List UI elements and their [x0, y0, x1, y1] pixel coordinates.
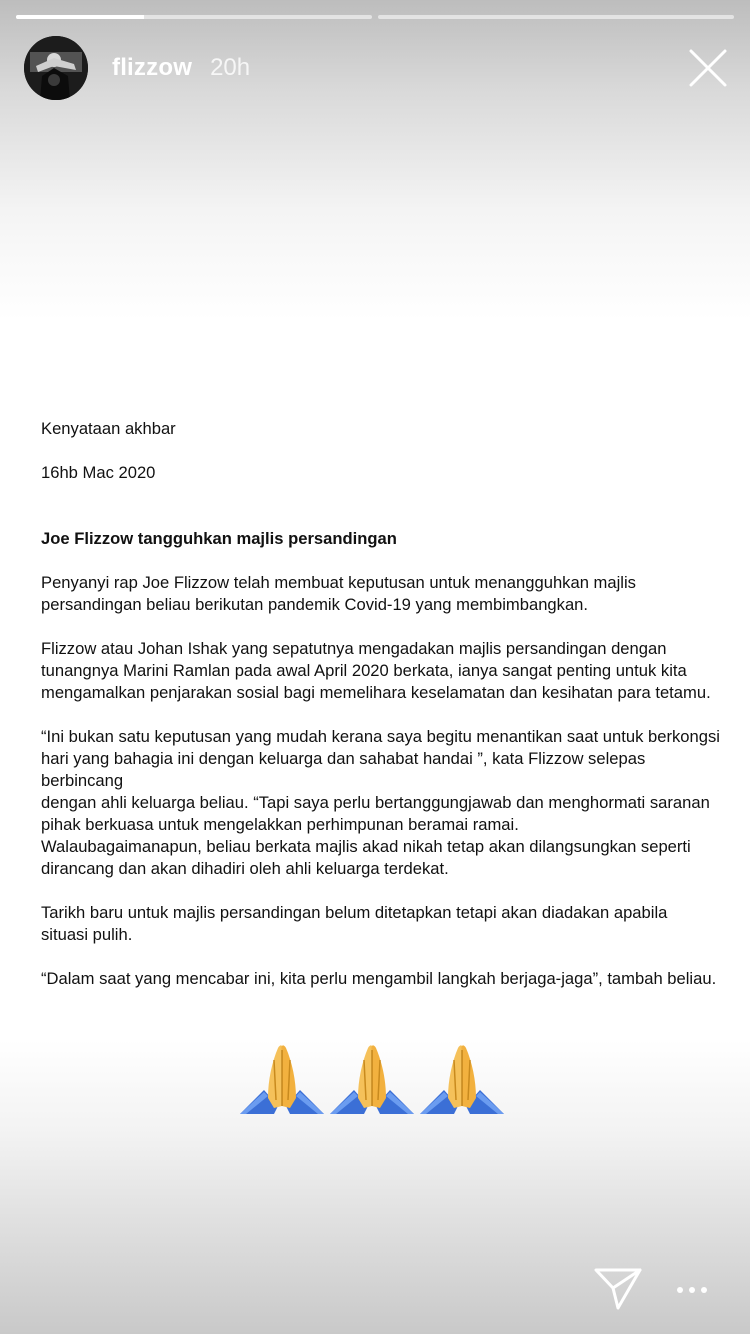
- post-time: 20h: [210, 54, 251, 81]
- paragraph-line: dengan ahli keluarga beliau. “Tapi saya perlu bertanggungjawab dan menghormati saranan: [41, 793, 710, 812]
- folded-hands-icon: [418, 1040, 506, 1120]
- paragraph-line: Walaubagaimanapun, beliau berkata majlis akad nikah tetap akan dilangsungkan seperti: [41, 837, 691, 856]
- progress-segment: [16, 15, 372, 19]
- statement-paragraph: [41, 726, 731, 836]
- paragraph-line: Flizzow atau Johan Ishak yang sepatutnya mengadakan majlis persandingan dengan: [41, 639, 667, 658]
- story-header: [24, 36, 250, 100]
- statement-title: Joe Flizzow tangguhkan majlis persandingan: [41, 529, 397, 548]
- paragraph-line: mengamalkan penjarakan sosial bagi memelihara keselamatan dan kesihatan para tetamu.: [41, 683, 711, 702]
- progress-fill: [16, 15, 144, 19]
- statement-paragraph: [41, 572, 731, 616]
- statement-paragraph: [41, 836, 731, 880]
- paragraph-line: Penyanyi rap Joe Flizzow telah membuat keputusan untuk menangguhkan majlis: [41, 573, 636, 592]
- avatar-image: [24, 36, 88, 100]
- paragraph-line: situasi pulih.: [41, 925, 133, 944]
- statement-paragraph: [41, 968, 731, 990]
- paragraph-line: “Dalam saat yang mencabar ini, kita perlu mengambil langkah berjaga-jaga”, tambah beliau.: [41, 969, 717, 988]
- paper-plane-icon[interactable]: [593, 1266, 643, 1312]
- folded-hands-icon: [328, 1040, 416, 1120]
- paragraph-line: hari yang bahagia ini dengan keluarga dan sahabat handai ”, kata Flizzow selepas berbincang: [41, 749, 646, 790]
- more-horizontal-icon[interactable]: [672, 1280, 712, 1300]
- statement-date: 16hb Mac 2020: [41, 463, 156, 482]
- story-progress-bar: [16, 15, 734, 19]
- username[interactable]: flizzow: [112, 54, 193, 81]
- emoji-row: [238, 1040, 508, 1120]
- statement-paragraph: [41, 902, 731, 946]
- statement-label: Kenyataan akhbar: [41, 419, 176, 438]
- paragraph-line: persandingan beliau berikutan pandemik Covid-19 yang membimbangkan.: [41, 595, 589, 614]
- statement-paragraph: [41, 638, 731, 704]
- paragraph-line: dirancang dan akan dihadiri oleh ahli keluarga terdekat.: [41, 859, 449, 878]
- close-icon[interactable]: [688, 48, 728, 88]
- avatar[interactable]: [24, 36, 88, 100]
- folded-hands-icon: [238, 1040, 326, 1120]
- paragraph-line: tunangnya Marini Ramlan pada awal April 2020 berkata, ianya sangat penting untuk kita: [41, 661, 687, 680]
- paragraph-line: Tarikh baru untuk majlis persandingan belum ditetapkan tetapi akan diadakan apabila: [41, 903, 668, 922]
- progress-segment: [378, 15, 734, 19]
- paragraph-line: “Ini bukan satu keputusan yang mudah kerana saya begitu menantikan saat untuk berkongsi: [41, 727, 720, 746]
- paragraph-line: pihak berkuasa untuk mengelakkan perhimpunan beramai ramai.: [41, 815, 519, 834]
